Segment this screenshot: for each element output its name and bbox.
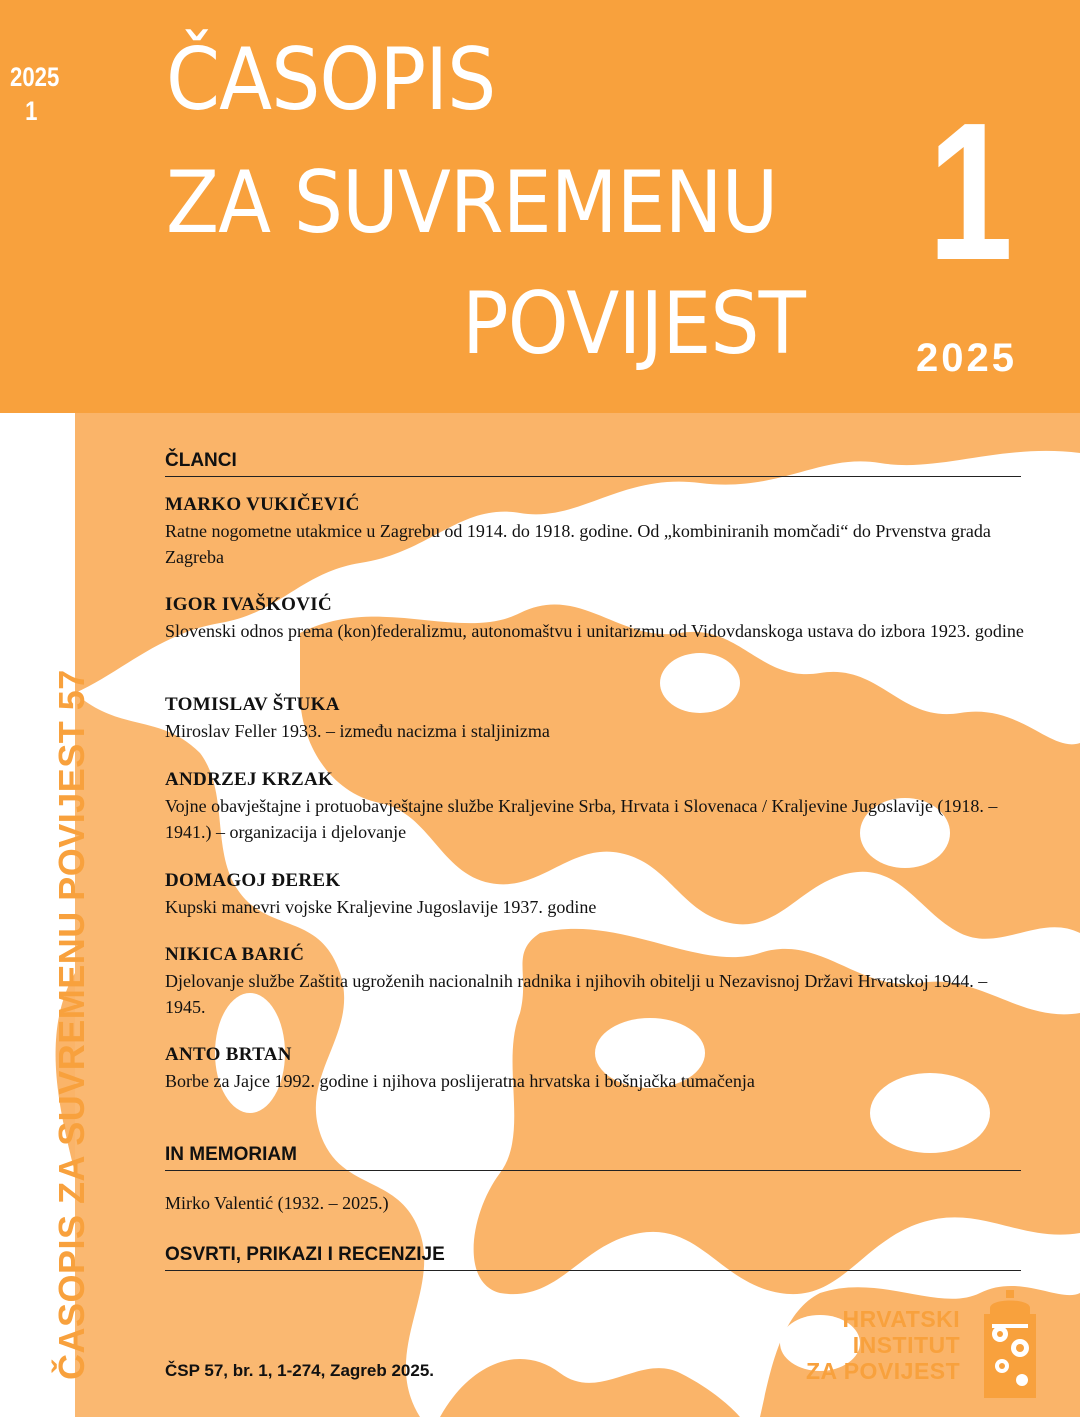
issue-reference: ČSP 57, br. 1, 1-274, Zagreb 2025. (165, 1361, 435, 1380)
side-issue: 1 (25, 96, 38, 126)
spine-title: ČASOPIS ZA SUVREMENU POVIJEST 57 (51, 669, 92, 1380)
article-entry (165, 592, 1025, 644)
article-author: MARKO VUKIČEVIĆ (165, 494, 360, 515)
institute-logo-icon (976, 1290, 1044, 1398)
journal-title-line-2: ZA SUVREMENU (166, 153, 778, 253)
journal-title-line-1: ČASOPIS (166, 30, 496, 130)
article-entry (165, 942, 1025, 1020)
section-memoriam-heading: IN MEMORIAM (165, 1144, 1021, 1171)
article-title: Ratne nogometne utakmice u Zagrebu od 1914. do 1918. godine. Od „kombiniranih momčadi“ do Prvenstva grada Zagreba (165, 521, 991, 567)
article-entry (165, 1042, 1025, 1094)
side-year: 2025 (10, 62, 60, 92)
article-author: ANDRZEJ KRZAK (165, 769, 334, 790)
article-entry (165, 492, 1025, 570)
article-title: Borbe za Jajce 1992. godine i njihova poslijeratna hrvatska i bošnjačka tumačenja (165, 1071, 755, 1091)
article-author: DOMAGOJ ĐEREK (165, 870, 341, 891)
institute-line-2: INSTITUT (852, 1332, 961, 1358)
article-title: Slovenski odnos prema (kon)federalizmu, autonomaštvu i unitarizmu od Vidovdanskoga ustava do izbora 1923. godine (165, 621, 1024, 641)
institute-name (806, 1306, 960, 1384)
article-entry (165, 692, 1025, 744)
article-author: TOMISLAV ŠTUKA (165, 694, 340, 715)
article-title: Miroslav Feller 1933. – između nacizma i staljinizma (165, 721, 550, 741)
article-author: IGOR IVAŠKOVIĆ (165, 594, 332, 615)
article-title: Djelovanje službe Zaštita ugroženih nacionalnih radnika i njihovih obitelji u Nezavisnoj Državi Hrvatskoj 1944. – 1945. (165, 971, 988, 1017)
article-title: Vojne obavještajne i protuobavještajne službe Kraljevine Srba, Hrvata i Slovenaca / Kraljevine Jugoslavije (1918. –1941.) – organizacija i djelovanje (165, 796, 998, 842)
institute-line-3: ZA POVIJEST (806, 1358, 961, 1384)
article-author: ANTO BRTAN (165, 1044, 292, 1065)
article-entry (165, 868, 1025, 920)
section-reviews-heading: OSVRTI, PRIKAZI I RECENZIJE (165, 1244, 1021, 1271)
side-year-block (10, 60, 60, 128)
article-title: Kupski manevri vojske Kraljevine Jugoslavije 1937. godine (165, 897, 597, 917)
article-author: NIKICA BARIĆ (165, 944, 305, 965)
journal-title-line-3: POVIJEST (462, 274, 805, 374)
article-entry (165, 767, 1025, 845)
memoriam-entry: Mirko Valentić (1932. – 2025.) (165, 1193, 389, 1213)
issue-number: 1 (928, 82, 1014, 301)
issue-year: 2025 (916, 336, 1017, 380)
cover-header (0, 0, 1080, 413)
section-articles-heading: ČLANCI (165, 450, 1021, 477)
institute-line-1: HRVATSKI (842, 1306, 961, 1332)
